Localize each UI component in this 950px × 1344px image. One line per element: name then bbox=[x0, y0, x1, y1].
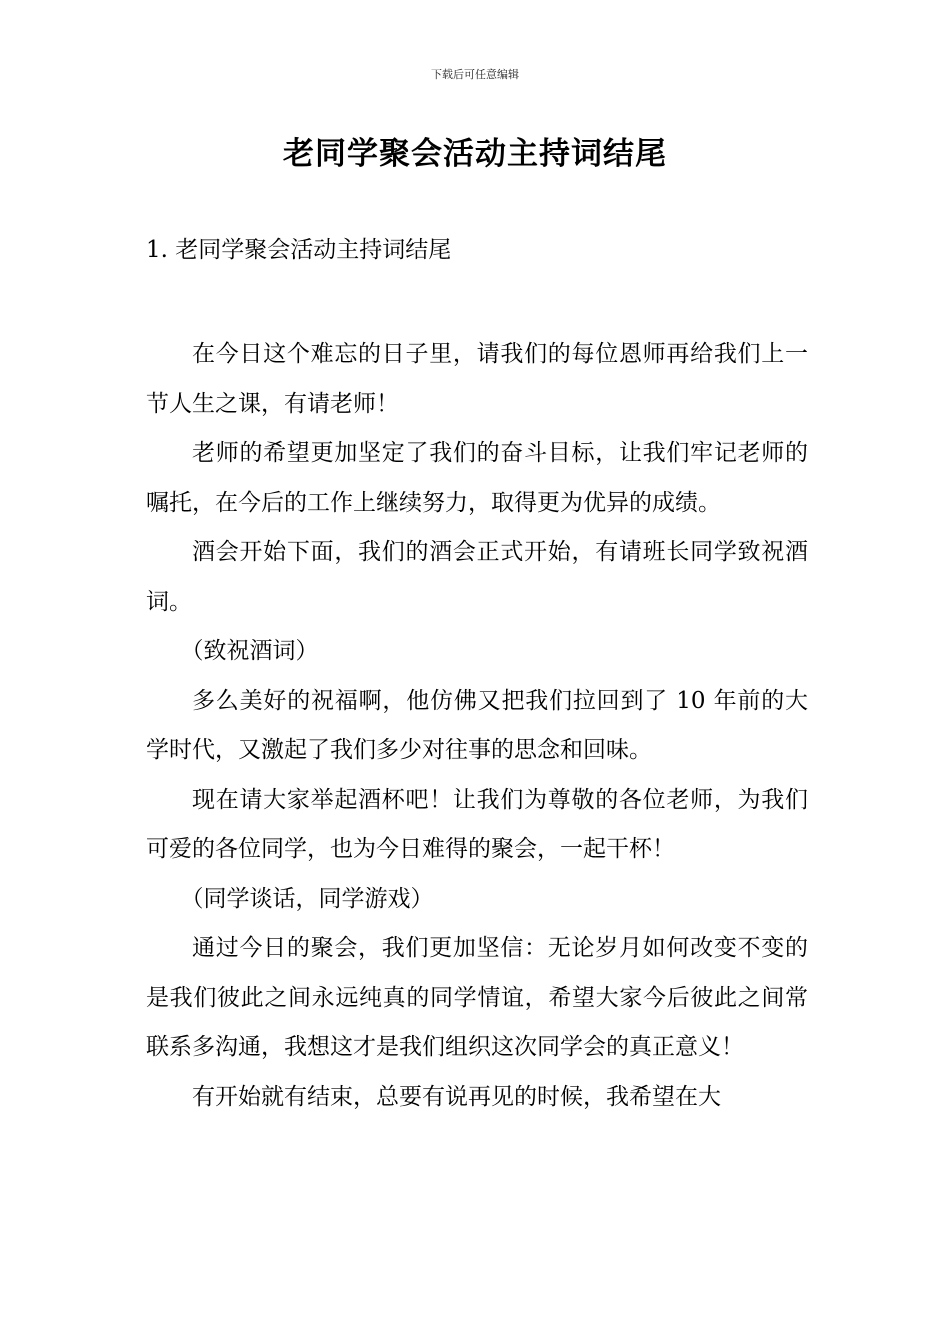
paragraph-aside: （同学谈话，同学游戏） bbox=[180, 885, 434, 912]
section-heading: 1. 老同学聚会活动主持词结尾 bbox=[146, 237, 452, 263]
paragraph: 有开始就有结束，总要有说再见的时候，我希望在大 bbox=[192, 1083, 721, 1110]
document-body bbox=[146, 330, 808, 1122]
document-title: 老同学聚会活动主持词结尾 bbox=[283, 136, 667, 172]
paragraph: 老师的希望更加坚定了我们的奋斗目标，让我们牢记老师的嘱托，在今后的工作上继续努力，取得更为优异的成绩。 bbox=[146, 440, 808, 516]
paragraph-aside: （致祝酒词） bbox=[180, 638, 319, 664]
header-note: 下载后可任意编辑 bbox=[431, 68, 519, 81]
paragraph: 通过今日的聚会，我们更加坚信：无论岁月如何改变不变的是我们彼此之间永远纯真的同学情谊，希望大家今后彼此之间常联系多沟通，我想这才是我们组织这次同学会的真正意义！ bbox=[146, 935, 808, 1060]
paragraph: 酒会开始下面，我们的酒会正式开始，有请班长同学致祝酒词。 bbox=[146, 539, 808, 615]
paragraph: 多么美好的祝福啊，他仿佛又把我们拉回到了 10 年前的大学时代，又激起了我们多少对往事的思念和回味。 bbox=[146, 687, 808, 763]
paragraph: 现在请大家举起酒杯吧！让我们为尊敬的各位老师，为我们可爱的各位同学，也为今日难得的聚会，一起干杯！ bbox=[146, 786, 808, 862]
paragraph: 在今日这个难忘的日子里，请我们的每位恩师再给我们上一节人生之课，有请老师！ bbox=[146, 341, 808, 417]
